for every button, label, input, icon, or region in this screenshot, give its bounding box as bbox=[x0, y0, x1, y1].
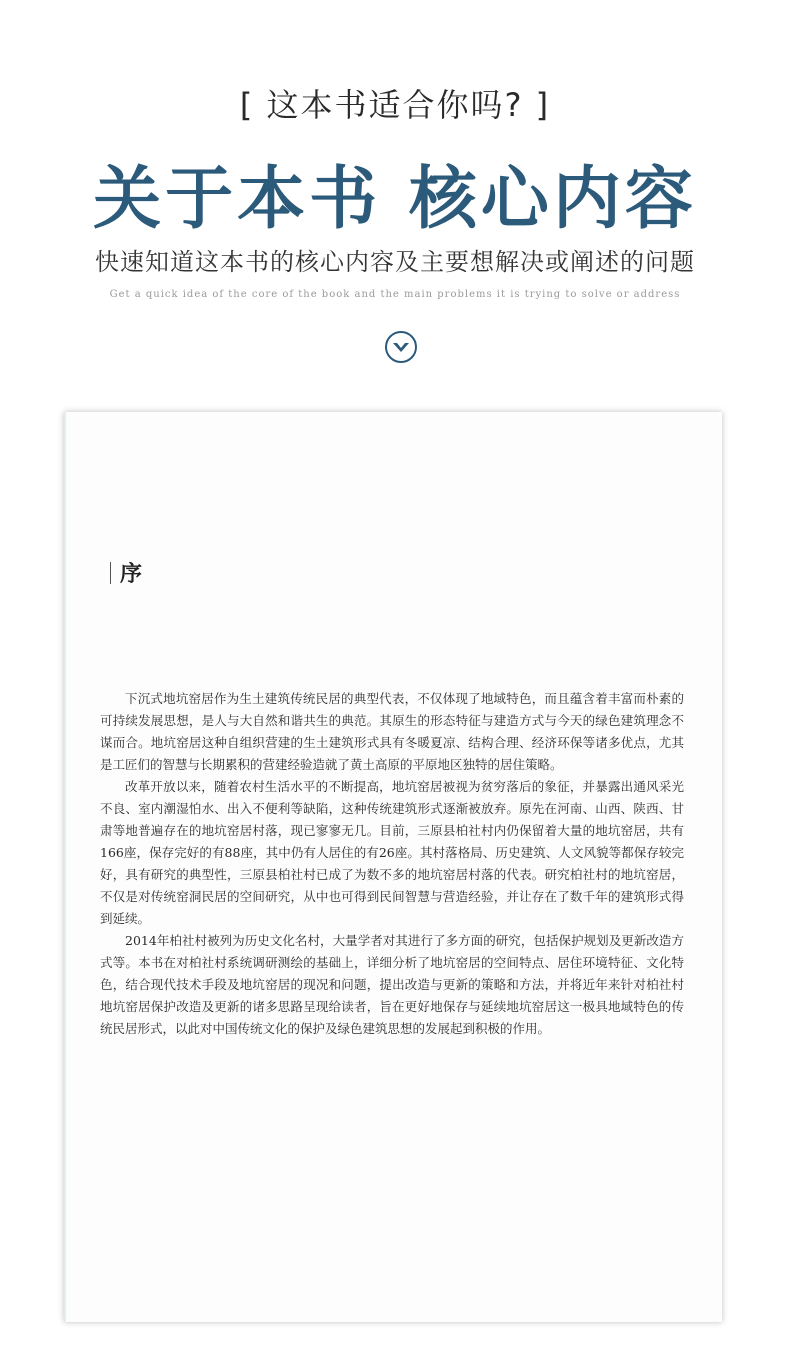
description-english: Get a quick idea of the core of the book and the main problems it is trying to solve or address bbox=[109, 289, 681, 300]
main-title: 关于本书 核心内容 bbox=[93, 159, 697, 239]
paragraph: 下沉式地坑窑居作为生土建筑传统民居的典型代表，不仅体现了地域特色，而且蕴含着丰富而朴素的可持续发展思想，是人与大自然和谐共生的典范。其原生的形态特征与建造方式与今天的绿色建筑理念不谋而合。地坑窑居这种自组织营建的生土建筑形式具有冬暖夏凉、结构合理、经济环保等诸多优点，尤其是工匠们的智慧与长期累积的营建经验造就了黄土高原的平原地区独特的居住策略。 bbox=[100, 691, 684, 772]
description: 快速知道这本书的核心内容及主要想解决或阐述的问题 bbox=[95, 248, 695, 276]
question-heading: [ 这本书适合你吗? ] bbox=[239, 86, 551, 124]
preface-text bbox=[100, 688, 684, 1040]
header bbox=[0, 0, 790, 400]
section-bar bbox=[110, 562, 111, 584]
section-title: 序 bbox=[120, 561, 143, 587]
paragraph: 改革开放以来，随着农村生活水平的不断提高，地坑窑居被视为贫穷落后的象征，并暴露出通风采光不良、室内潮湿怕水、出入不便利等缺陷，这种传统建筑形式逐渐被放弃。原先在河南、山西、陕西、甘肃等地普遍存在的地坑窑居村落，现已寥寥无几。目前，三原县柏社村内仍保留着大量的地坑窑居，共有166座，保存完好的有88座，其中仍有人居住的有26座。其村落格局、历史建筑、人文风貌等都保存较完好，具有研究的典型性，三原县柏社村已成了为数不多的地坑窑居村落的代表。研究柏社村的地坑窑居，不仅是对传统窑洞民居的空间研究，从中也可得到民间智慧与营造经验，并让存在了数千年的建筑形式得到延续。 bbox=[100, 779, 684, 926]
chevron-down-circle-icon bbox=[384, 330, 418, 364]
page-edge bbox=[64, 412, 67, 1322]
book-page bbox=[64, 412, 722, 1322]
paragraph: 2014年柏社村被列为历史文化名村，大量学者对其进行了多方面的研究，包括保护规划及更新改造方式等。本书在对柏社村系统调研测绘的基础上，详细分析了地坑窑居的空间特点、居住环境特征、文化特色，结合现代技术手段及地坑窑居的现况和问题，提出改造与更新的策略和方法，并将近年来针对柏社村地坑窑居保护改造及更新的诸多思路呈现给读者，旨在更好地保存与延续地坑窑居这一极具地域特色的传统民居形式，以此对中国传统文化的保护及绿色建筑思想的发展起到积极的作用。 bbox=[100, 933, 684, 1036]
